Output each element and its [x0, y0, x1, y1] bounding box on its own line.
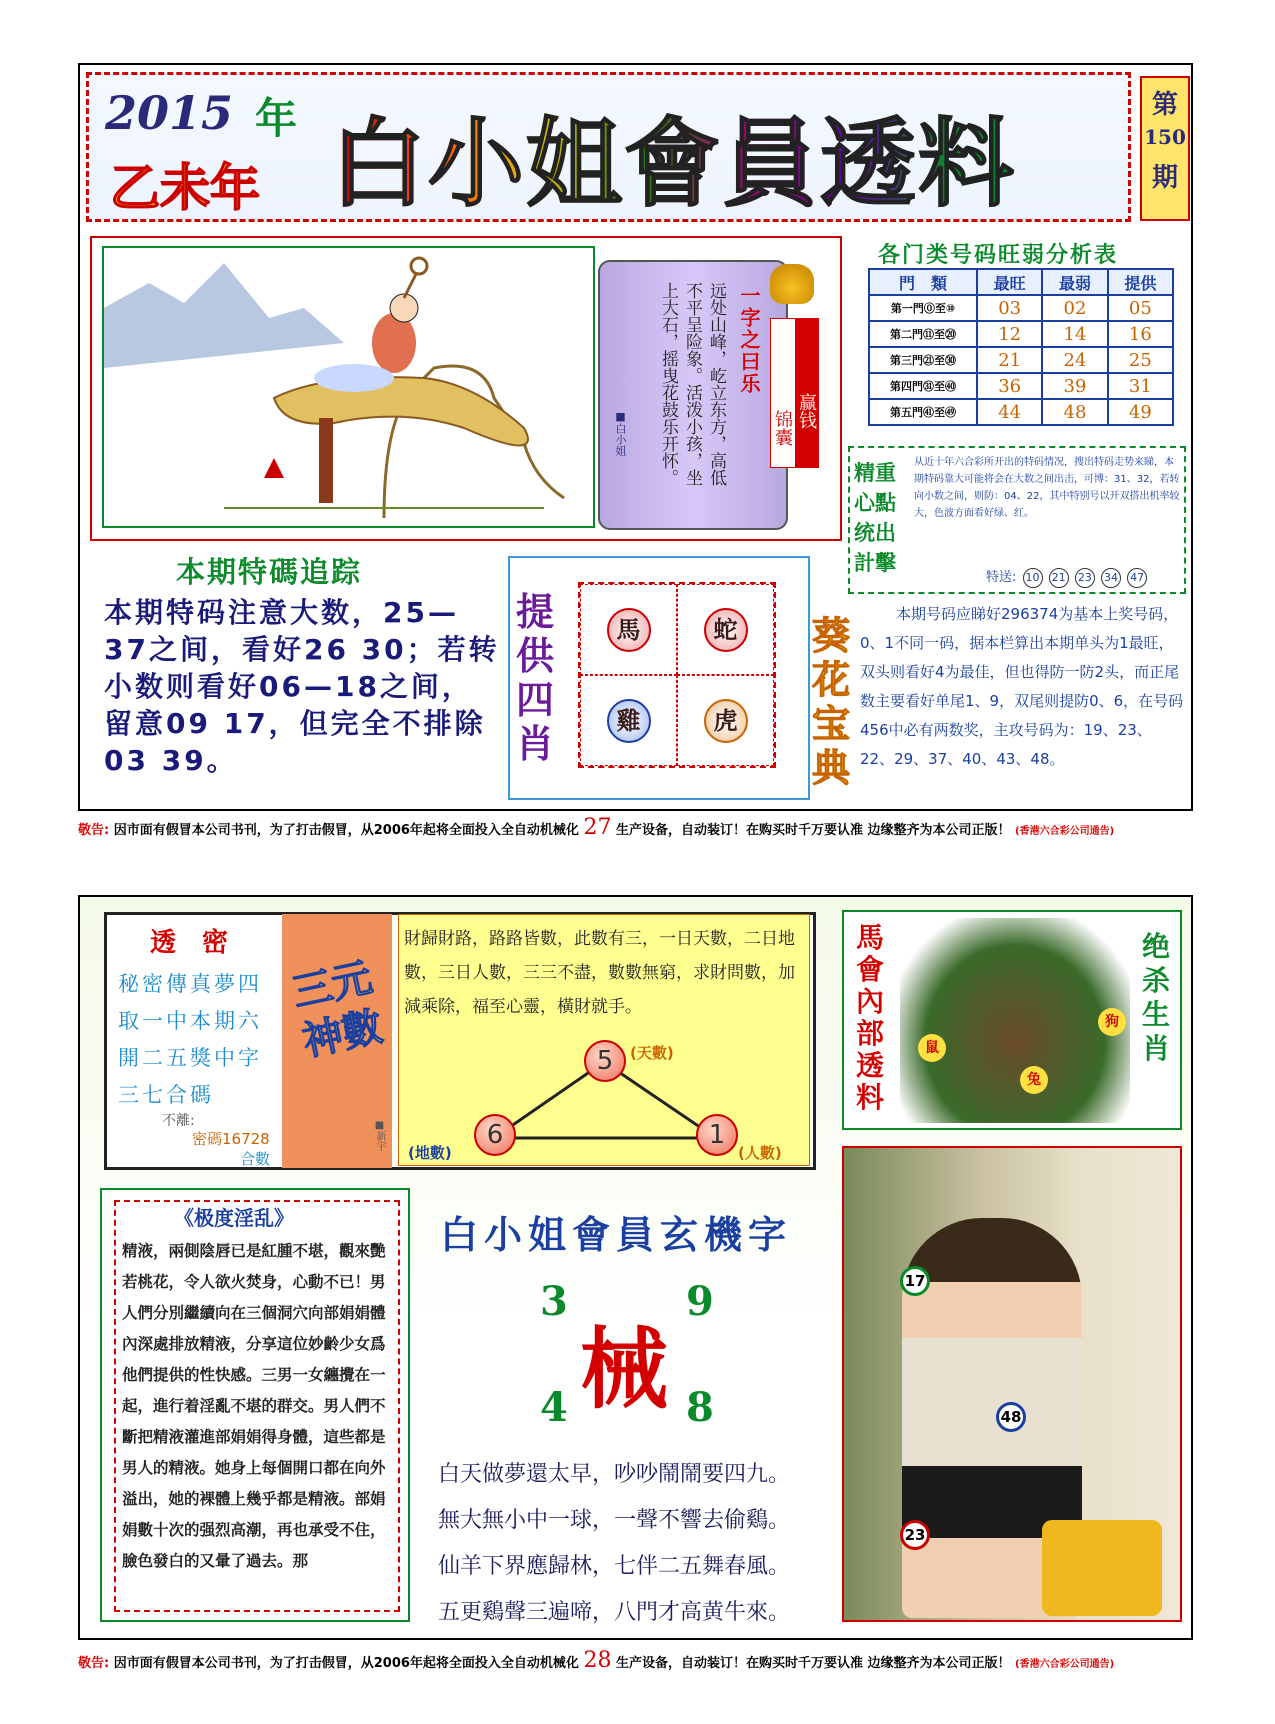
- page-number: 27: [583, 815, 612, 840]
- sanyuan-label: 三元神數: [288, 954, 387, 1066]
- scroll-title: 一字之曰乐: [737, 285, 761, 395]
- mystery-num-4: 8: [686, 1384, 714, 1431]
- warning-text: 生产设备，自动装订！在购买时千万要认准 边缘整齐为本公司正版！: [615, 1656, 1011, 1671]
- analysis-header-row: [869, 269, 1173, 295]
- row-label: 第二門⑪至⑳: [869, 321, 977, 347]
- row-label: 第四門㉛至㊵: [869, 373, 977, 399]
- mystery-num-1: 3: [540, 1278, 568, 1325]
- animal-badge: 雞: [607, 699, 651, 743]
- table-row: [869, 321, 1173, 347]
- animal-cell: [677, 675, 774, 766]
- horse-left-label: 馬會內部透料: [855, 921, 884, 1114]
- horse-tag-rat: 鼠: [918, 1034, 946, 1062]
- header-zodiac-year: 乙未年: [110, 159, 260, 217]
- animals-grid: [578, 582, 776, 768]
- stats-send-label: 特送:: [986, 570, 1017, 585]
- mystery-num-3: 4: [540, 1384, 568, 1431]
- page-number: 28: [583, 1648, 612, 1673]
- table-row: [869, 347, 1173, 373]
- row-max: 21: [977, 347, 1042, 373]
- dishu-label: (地數): [408, 1144, 452, 1162]
- tracking-title: 本期特碼追踪: [176, 555, 363, 589]
- row-max: 44: [977, 399, 1042, 425]
- analysis-header-category: 門 類: [869, 269, 977, 295]
- mystery-char: 械: [580, 1318, 669, 1421]
- warning-text: 生产设备，自动装订！在购买时千万要认准 边缘整齐为本公司正版！: [615, 823, 1011, 838]
- row-label: 第三門㉑至㉚: [869, 347, 977, 373]
- send-ball: 47: [1127, 568, 1147, 588]
- mystery-line: 五更鷄聲三遍啼，八門才高黄牛來。: [438, 1600, 791, 1625]
- send-ball: 34: [1101, 568, 1121, 588]
- animal-badge: 馬: [607, 608, 651, 652]
- send-ball: 10: [1023, 568, 1043, 588]
- mystery-line: 無大無小中一球，一聲不響去偷鷄。: [438, 1508, 791, 1533]
- row-give: 49: [1108, 399, 1173, 425]
- illustration: [102, 246, 595, 528]
- sunflower-text: 本期号码应睇好296374为基本上奖号码，0、1不同一码，据本栏算出本期单头为1最旺，双头则看好4为最佳，但也得防一防2头，而正尾数主要看好单尾1、9，双尾则提防0、6，在号码456中必有两数奖，主攻号码为：19、23、22、29、37、40、43、48。: [860, 605, 1184, 768]
- photo-frame: [842, 1146, 1182, 1622]
- row-give: 16: [1108, 321, 1173, 347]
- moneybag-icon: [770, 264, 814, 304]
- stats-send: [986, 566, 1147, 588]
- issue-suffix: 期: [1151, 163, 1178, 193]
- warning-prefix: 敬告:: [78, 823, 110, 838]
- photo-ball-3: 23: [900, 1520, 930, 1550]
- warning-prefix: 敬告:: [78, 1656, 110, 1671]
- row-min: 39: [1042, 373, 1107, 399]
- secret-note-1: 不離:: [162, 1113, 195, 1129]
- analysis-table: [868, 268, 1174, 426]
- send-ball: 23: [1075, 568, 1095, 588]
- table-row: [869, 295, 1173, 321]
- horse-right-label: 绝杀生肖: [1141, 930, 1170, 1065]
- animal-badge: 虎: [704, 699, 748, 743]
- four-animals-label: 提供四肖: [516, 590, 555, 766]
- dishu-ball: 6: [474, 1114, 516, 1156]
- photo-ball-1: 17: [900, 1266, 930, 1296]
- animal-cell: [580, 584, 677, 675]
- mystery-line: 仙羊下界應歸林，七伴二五舞春風。: [438, 1554, 791, 1579]
- row-max: 36: [977, 373, 1042, 399]
- warning-notice: [78, 815, 1114, 840]
- table-row: [869, 399, 1173, 425]
- send-ball: 21: [1049, 568, 1069, 588]
- row-label: 第五門㊶至㊾: [869, 399, 977, 425]
- animal-badge: 蛇: [704, 608, 748, 652]
- row-max: 12: [977, 321, 1042, 347]
- sanyuan-text: 財歸財路，路路皆數，此數有三，一日天數，二日地數，三日人數，三三不盡，數數無窮，求財問數，加減乘除，福至心靈，橫財就手。: [404, 929, 795, 1017]
- row-give: 05: [1108, 295, 1173, 321]
- row-min: 02: [1042, 295, 1107, 321]
- scroll-tag-win: 赢钱: [795, 318, 819, 468]
- row-label: 第一門⓪至⑩: [869, 295, 977, 321]
- row-min: 24: [1042, 347, 1107, 373]
- sunflower-label: 葵花宝典: [812, 614, 851, 790]
- scroll-tag-pouch: 锦囊: [770, 318, 796, 468]
- header-year: 2015: [105, 86, 234, 140]
- mystery-title: 白小姐會員玄機字: [440, 1213, 793, 1257]
- photo-ball-2: 48: [996, 1402, 1026, 1432]
- warning-suffix: (香港六合彩公司通告): [1015, 826, 1115, 837]
- warning-text: 因市面有假冒本公司书刊，为了打击假冒，从2006年起将全面投入全自动机械化: [113, 823, 579, 838]
- issue-box: [1140, 76, 1190, 221]
- secret-note-2: 密碼16728: [192, 1130, 270, 1148]
- row-give: 25: [1108, 347, 1173, 373]
- renshu-label: (人數): [738, 1144, 782, 1162]
- stats-text: 从近十年六合彩所开出的特码情况，搜出特码走势来睇，本期特码靠大可能将会在大数之间出击，可博：31、32，若转向小数之间，则防：04、22，其中特别号以开双搭出机率较大，色波方面看好绿、红。: [914, 457, 1180, 519]
- horse-tag-rabbit: 兔: [1020, 1066, 1048, 1094]
- analysis-header-give: 提供: [1108, 269, 1173, 295]
- story-title: 《极度淫乱》: [174, 1206, 294, 1230]
- row-max: 03: [977, 295, 1042, 321]
- header-year-char: 年: [255, 94, 298, 143]
- secret-text: 秘密傳真夢四取一中本期六開二五獎中字三七合碼: [118, 972, 262, 1107]
- mystery-line: 白天做夢還太早，吵吵鬧鬧要四九。: [438, 1462, 791, 1487]
- warning-suffix: (香港六合彩公司通告): [1015, 1659, 1115, 1670]
- renshu-ball: 1: [696, 1114, 738, 1156]
- analysis-title: 各门类号码旺弱分析表: [878, 243, 1119, 268]
- row-give: 31: [1108, 373, 1173, 399]
- tianshu-label: (天數): [630, 1044, 674, 1062]
- mountain-boy-illustration: [104, 248, 593, 526]
- warning-text: 因市面有假冒本公司书刊，为了打击假冒，从2006年起将全面投入全自动机械化: [113, 1656, 579, 1671]
- table-row: [869, 373, 1173, 399]
- tracking-text: 本期特码注意大数，25—37之间，看好26 30；若转小数则看好06—18之间，留意09 17，但完全不排除03 39。: [104, 596, 500, 777]
- secret-note-3: 合數: [240, 1150, 271, 1168]
- scroll-poem: 远处山峰，屹立东方，高低不平呈险象。活泼小孩，坐上大石，摇曳花鼓乐开怀。: [658, 282, 726, 486]
- row-min: 48: [1042, 399, 1107, 425]
- header-title: 白小姐會員透料: [330, 88, 1016, 225]
- horse-tag-dog: 狗: [1098, 1008, 1126, 1036]
- sanyuan-author: ■新宇: [374, 1120, 385, 1151]
- warning-notice: [78, 1648, 1114, 1673]
- story-text: 精液，兩側陰唇已是紅腫不堪，觀來艷若桃花，令人欲火焚身，心動不已！男人們分別繼續向在三個洞穴向部娟娟體內深處排放精液，分享這位妙齡少女爲他們提供的性快感。三男一女纏攪在一起，進行着淫亂不堪的群交。男人們不斷把精液灌進部娟娟得身體，這些都是男人的精液。她身上每個開口都在向外溢出，她的裸體上幾乎都是精液。部娟娟數十次的强烈高潮，再也承受不住，臉色發白的又暈了過去。那: [122, 1242, 386, 1570]
- mystery-num-2: 9: [686, 1278, 714, 1325]
- scroll-author: ■白小姐: [614, 410, 627, 456]
- row-min: 14: [1042, 321, 1107, 347]
- animal-cell: [580, 675, 677, 766]
- mystery-lines: [438, 1452, 838, 1636]
- issue-number: 150: [1144, 125, 1186, 149]
- analysis-header-max: 最旺: [977, 269, 1042, 295]
- horse-photo: [900, 918, 1130, 1123]
- secret-title: 透 密: [150, 928, 229, 958]
- issue-prefix: 第: [1151, 90, 1178, 120]
- analysis-header-min: 最弱: [1042, 269, 1107, 295]
- photo-seat: [1042, 1520, 1162, 1616]
- stats-label: 精重心點统出計擊: [854, 461, 896, 575]
- tianshu-ball: 5: [584, 1040, 626, 1082]
- animal-cell: [677, 584, 774, 675]
